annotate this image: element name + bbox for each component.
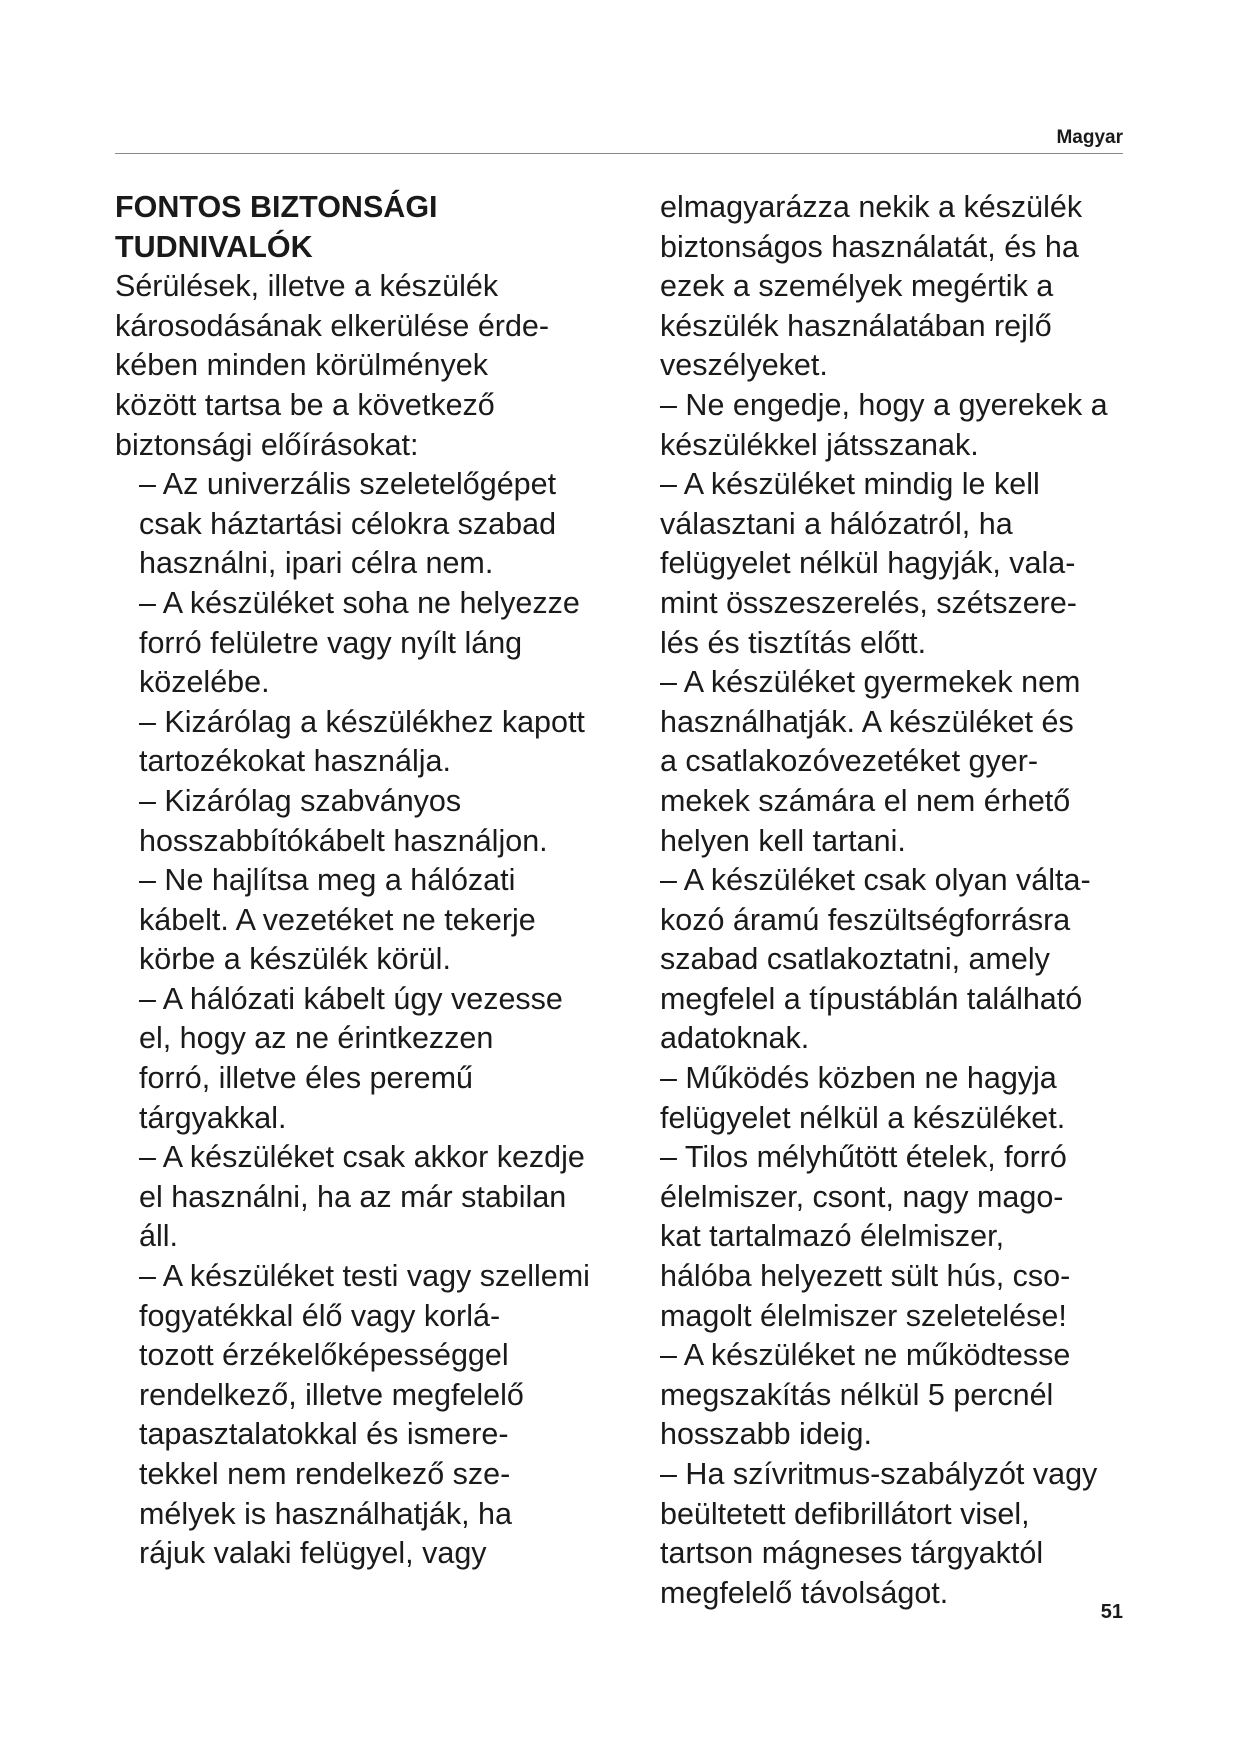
body-text-line: forró, illetve éles peremű <box>139 1061 473 1096</box>
body-text-line: körbe a készülék körül. <box>139 942 451 977</box>
body-text-line: – Ha szívritmus-szabályzót vagy <box>660 1457 1098 1491</box>
body-text-line: beültetett defibrillátort visel, <box>660 1496 1030 1531</box>
page-number: 51 <box>1100 1601 1123 1623</box>
body-text-line: készülékkel játsszanak. <box>660 427 979 462</box>
body-text-line: megfelel a típustáblán található <box>660 981 1083 1016</box>
body-text-line: – A készüléket csak akkor kezdje <box>139 1140 585 1175</box>
header-language-label: Magyar <box>1056 127 1123 148</box>
body-text-line: közelébe. <box>139 665 270 700</box>
body-text-line: mélyek is használhatják, ha <box>139 1496 512 1531</box>
body-text-line: elmagyarázza nekik a készülék <box>660 190 1083 224</box>
body-text-line: hosszabb ideig. <box>660 1417 872 1452</box>
body-text-line: – Kizárólag szabványos <box>139 783 462 818</box>
body-text-line: – A készüléket ne működtesse <box>660 1338 1071 1373</box>
body-text-line: helyen kell tartani. <box>660 823 906 858</box>
body-text-line: – Tilos mélyhűtött ételek, forró <box>660 1140 1067 1175</box>
section-title-line: FONTOS BIZTONSÁGI <box>115 190 438 224</box>
left-column <box>115 188 650 1574</box>
body-text-line: biztonsági előírásokat: <box>115 427 419 462</box>
body-text-line: rájuk valaki felügyel, vagy <box>139 1536 487 1571</box>
body-text-line: kozó áramú feszültségforrásra <box>660 902 1071 937</box>
body-text-line: forró felületre vagy nyílt láng <box>139 625 523 660</box>
body-text-line: felügyelet nélkül hagyják, vala- <box>660 546 1076 581</box>
body-text-line: hálóba helyezett sült hús, cso- <box>660 1259 1071 1294</box>
body-text-line: rendelkező, illetve megfelelő <box>139 1377 524 1412</box>
body-text-line: kében minden körülmények <box>115 348 488 383</box>
body-text-line: magolt élelmiszer szeletelése! <box>660 1298 1067 1333</box>
body-text-line: választani a hálózatról, ha <box>660 506 1013 541</box>
body-text-line: kábelt. A vezetéket ne tekerje <box>139 902 536 937</box>
body-text-line: – A készüléket mindig le kell <box>660 467 1040 502</box>
body-text-line: hosszabbítókábelt használjon. <box>139 823 548 858</box>
body-text-line: el, hogy az ne érintkezzen <box>139 1021 494 1056</box>
header-divider <box>115 153 1123 154</box>
body-text-line: ezek a személyek megértik a <box>660 269 1054 304</box>
body-text-line: – Ne engedje, hogy a gyerekek a <box>660 387 1108 422</box>
body-text-line: megszakítás nélkül 5 percnél <box>660 1377 1054 1412</box>
body-text-line: – Működés közben ne hagyja <box>660 1061 1057 1096</box>
body-text-line: veszélyeket. <box>660 348 828 383</box>
body-text-line: tekkel nem rendelkező sze- <box>139 1457 511 1491</box>
body-text-line: Sérülések, illetve a készülék <box>115 269 499 304</box>
body-text-line: készülék használatában rejlő <box>660 308 1052 343</box>
body-text-line: tozott érzékelőképességgel <box>139 1338 509 1373</box>
body-text-line: – A készüléket testi vagy szellemi <box>139 1259 590 1294</box>
body-text-line: tartson mágneses tárgyaktól <box>660 1536 1044 1571</box>
body-text-line: lés és tisztítás előtt. <box>660 625 927 660</box>
body-text-line: – A hálózati kábelt úgy vezesse <box>139 981 563 1016</box>
body-text-line: károsodásának elkerülése érde- <box>115 308 550 343</box>
body-text-line: kat tartalmazó élelmiszer, <box>660 1219 1005 1254</box>
body-text-line: felügyelet nélkül a készüléket. <box>660 1100 1066 1135</box>
body-text-line: tartozékokat használja. <box>139 744 451 779</box>
section-title <box>115 188 650 267</box>
body-text-line: a csatlakozóvezetéket gyer- <box>660 744 1039 779</box>
body-text-line: használhatják. A készüléket és <box>660 704 1074 739</box>
body-text-line: megfelelő távolságot. <box>660 1575 949 1610</box>
body-text-line: – Az univerzális szeletelőgépet <box>139 467 557 502</box>
body-text-line: fogyatékkal élő vagy korlá- <box>139 1298 501 1333</box>
body-text-line: – A készüléket csak olyan válta- <box>660 863 1091 898</box>
body-text-line: – Ne hajlítsa meg a hálózati <box>139 863 516 898</box>
body-text-line: áll. <box>139 1219 178 1254</box>
body-text-line: tárgyakkal. <box>139 1100 287 1135</box>
right-column <box>660 188 1180 1613</box>
body-text-line: el használni, ha az már stabilan <box>139 1179 567 1214</box>
body-text-line: – Kizárólag a készülékhez kapott <box>139 704 585 739</box>
body-text-line: között tartsa be a következő <box>115 387 495 422</box>
body-text-line: biztonságos használatát, és ha <box>660 229 1079 264</box>
body-text-line: – A készüléket soha ne helyezze <box>139 585 580 620</box>
body-text-line: mekek számára el nem érhető <box>660 783 1071 818</box>
body-text-line: szabad csatlakoztatni, amely <box>660 942 1050 977</box>
body-text-line: tapasztalatokkal és ismere- <box>139 1417 509 1452</box>
body-text-line: csak háztartási célokra szabad <box>139 506 557 541</box>
section-title-line: TUDNIVALÓK <box>115 229 313 264</box>
body-text-line: – A készüléket gyermekek nem <box>660 665 1081 700</box>
body-text-line: mint összeszerelés, szétszere- <box>660 585 1077 620</box>
body-text-line: használni, ipari célra nem. <box>139 546 494 581</box>
body-text-line: adatoknak. <box>660 1021 810 1056</box>
body-text-line: élelmiszer, csont, nagy mago- <box>660 1179 1064 1214</box>
